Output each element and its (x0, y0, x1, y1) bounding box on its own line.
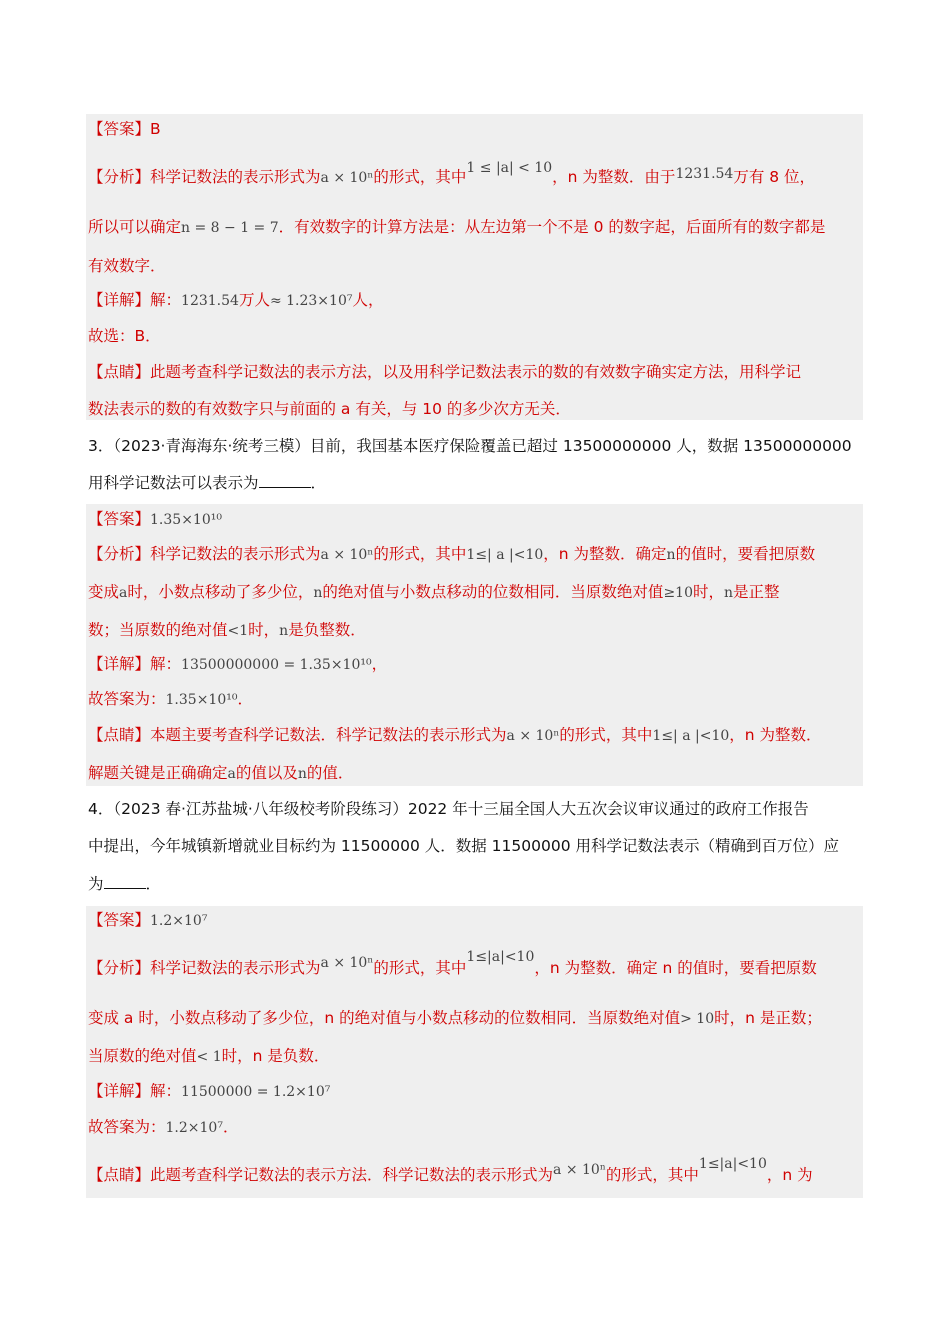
text: 的值． (306, 764, 354, 782)
q2-comment-line-1 (88, 361, 801, 383)
math-expression: ≈ 1.23×10⁷ (269, 293, 353, 309)
q4-comment-line-1 (88, 1156, 813, 1187)
q3-final-line (88, 688, 253, 711)
text: ，n 为 (766, 1166, 813, 1184)
q4-answer-line (88, 909, 207, 932)
text: 当原数的绝对值 (88, 1047, 197, 1065)
text: 的绝对值与小数点移动的位数相同．当原数绝对值 (322, 583, 664, 601)
question-text: 3．（2023·青海海东·统考三模）目前，我国基本医疗保险覆盖已超过 13500000000 人，数据 13500000000 (88, 437, 852, 455)
math-expression: 1.2×10⁷ (150, 913, 208, 929)
question-text: 用科学记数法可以表示为 (88, 474, 259, 492)
text: ． (222, 1118, 239, 1136)
text: 的形式，其中 (373, 168, 467, 186)
q4-analysis-line-3 (88, 1045, 329, 1068)
q3-comment-line-1 (88, 724, 822, 747)
math-expression: n (297, 766, 307, 782)
text: 有效数字． (88, 257, 166, 275)
text: ，n 为整数．确定 (543, 545, 667, 563)
math-expression: 1 ≤ |a| < 10 (466, 160, 553, 176)
math-expression: 11500000 = 1.2×10⁷ (181, 1084, 331, 1100)
math-expression: a × 10ⁿ (320, 955, 374, 971)
q4-detail-line (88, 1080, 330, 1103)
text: 所以可以确定 (88, 218, 182, 236)
text: 的形式，其中 (605, 1166, 699, 1184)
math-expression: < 1 (196, 1049, 222, 1065)
math-expression: 1231.54 (675, 166, 734, 182)
text: 解： (150, 1082, 182, 1100)
math-expression: > 10 (680, 1011, 715, 1027)
text: ．有效数字的计算方法是：从左边第一个不是 0 的数字起，后面所有的数字都是 (278, 218, 826, 236)
text: 变成 (88, 583, 120, 601)
text: 人， (352, 291, 384, 309)
text: 解： (150, 291, 182, 309)
text: 的值时，要看把原数 (675, 545, 816, 563)
answer-tag: 【答案】 (88, 911, 151, 929)
answer-blank (104, 874, 146, 889)
text: 时，n 是正数； (714, 1009, 822, 1027)
q2-choice-line (88, 325, 161, 347)
text: 的形式，其中 (559, 726, 653, 744)
math-expression: a (119, 585, 128, 601)
math-expression: 1≤| a |<10 (466, 547, 544, 563)
q3-detail-line (88, 653, 387, 676)
analysis-tag: 【分析】 (88, 545, 151, 563)
text: ，n 为整数．确定 n 的值时，要看把原数 (534, 959, 817, 977)
answer-blank (259, 473, 311, 488)
comment-tag: 【点睛】 (88, 726, 151, 744)
analysis-tag: 【分析】 (88, 959, 151, 977)
q2-analysis-line-3 (88, 255, 166, 277)
comment-tag: 【点睛】 (88, 363, 151, 381)
math-expression: a × 10ⁿ (320, 547, 374, 563)
q3-comment-line-2 (88, 762, 353, 785)
text: ， (371, 655, 388, 673)
question-text: 为 (88, 875, 104, 893)
math-expression: a (227, 766, 236, 782)
text: 是正整 (733, 583, 780, 601)
analysis-tag: 【分析】 (88, 168, 151, 186)
text: 万有 8 位， (733, 168, 816, 186)
text: ． (310, 474, 327, 492)
q2-analysis-line-1 (88, 160, 816, 189)
math-expression: a × 10ⁿ (320, 170, 374, 186)
text: 时， (692, 583, 724, 601)
text: 变成 a 时，小数点移动了多少位，n 的绝对值与小数点移动的位数相同．当原数绝对值 (88, 1009, 681, 1027)
q4-analysis-line-1 (88, 949, 817, 980)
text: 科学记数法的表示形式为 (150, 959, 321, 977)
text: 时，n 是负数． (221, 1047, 330, 1065)
math-expression: a × 10ⁿ (506, 728, 560, 744)
text: ． (145, 875, 162, 893)
text: 数法表示的数的有效数字只与前面的 a 有关，与 10 的多少次方无关． (88, 400, 571, 418)
text: 故答案为： (88, 690, 166, 708)
text: 的值以及 (235, 764, 298, 782)
q2-detail-line (88, 289, 383, 312)
q3-stem-line-1 (88, 435, 852, 457)
text: ，n 为整数．由于 (552, 168, 676, 186)
question-text: 中提出，今年城镇新增就业目标约为 11500000 人．数据 11500000 用科学记数法表示（精确到百万位）应 (88, 837, 839, 855)
text: ，n 为整数． (729, 726, 822, 744)
math-expression: 1.35×10¹⁰ (165, 692, 238, 708)
q2-comment-line-2 (88, 398, 571, 420)
question-text: 4．（2023 春·江苏盐城·八年级校考阶段练习）2022 年十三届全国人大五次会议审议通过的政府工作报告 (88, 800, 809, 818)
text: 本题主要考查科学记数法．科学记数法的表示形式为 (150, 726, 507, 744)
text: 时， (248, 621, 280, 639)
math-expression: 1.35×10¹⁰ (150, 512, 222, 528)
q3-stem-line-2 (88, 472, 326, 494)
math-expression: n (279, 623, 289, 639)
text: 解题关键是正确确定 (88, 764, 228, 782)
q3-analysis-line-3 (88, 619, 366, 642)
q4-analysis-line-2 (88, 1007, 822, 1030)
math-expression: a × 10ⁿ (553, 1162, 606, 1178)
text: 解： (150, 655, 182, 673)
q3-analysis-line-1 (88, 543, 815, 566)
math-expression: ≥10 (663, 585, 693, 601)
math-expression: n (313, 585, 323, 601)
text: 的形式，其中 (373, 959, 467, 977)
q4-final-line (88, 1116, 238, 1139)
comment-tag: 【点睛】 (88, 1166, 151, 1184)
math-expression: n = 8 − 1 = 7 (181, 220, 279, 236)
text: 科学记数法的表示形式为 (150, 545, 321, 563)
text: 故选：B． (88, 327, 161, 345)
text: ． (237, 690, 253, 708)
math-expression: n (666, 547, 676, 563)
q3-answer-line (88, 508, 222, 531)
detail-tag: 【详解】 (88, 655, 151, 673)
math-expression: 1≤|a|<10 (466, 949, 535, 965)
answer-tag: 【答案】 (88, 510, 151, 528)
text: 故答案为： (88, 1118, 166, 1136)
text: 万人 (238, 291, 270, 309)
q2-answer-line (88, 118, 161, 140)
math-expression: <1 (227, 623, 249, 639)
answer-value: B (150, 120, 161, 138)
detail-tag: 【详解】 (88, 1082, 151, 1100)
q2-analysis-line-2 (88, 216, 825, 239)
answer-tag: 【答案】 (88, 120, 151, 138)
text: 时，小数点移动了多少位， (127, 583, 314, 601)
text: 此题考查科学记数法的表示方法．科学记数法的表示形式为 (150, 1166, 554, 1184)
text: 数；当原数的绝对值 (88, 621, 228, 639)
text: 此题考查科学记数法的表示方法，以及用科学记数法表示的数的有效数字确实定方法，用科学记 (150, 363, 802, 381)
detail-tag: 【详解】 (88, 291, 151, 309)
q3-analysis-line-2 (88, 581, 780, 604)
math-expression: 1≤| a |<10 (652, 728, 730, 744)
text: 科学记数法的表示形式为 (150, 168, 321, 186)
math-expression: 13500000000 = 1.35×10¹⁰ (181, 657, 372, 673)
math-expression: 1231.54 (181, 293, 239, 309)
text: 的形式，其中 (373, 545, 467, 563)
q4-stem-line-2 (88, 835, 839, 857)
math-expression: 1≤|a|<10 (698, 1156, 767, 1172)
q4-stem-line-3 (88, 873, 161, 895)
math-expression: 1.2×10⁷ (165, 1120, 223, 1136)
text: 是负整数． (288, 621, 366, 639)
q4-stem-line-1 (88, 798, 809, 820)
math-expression: n (724, 585, 734, 601)
